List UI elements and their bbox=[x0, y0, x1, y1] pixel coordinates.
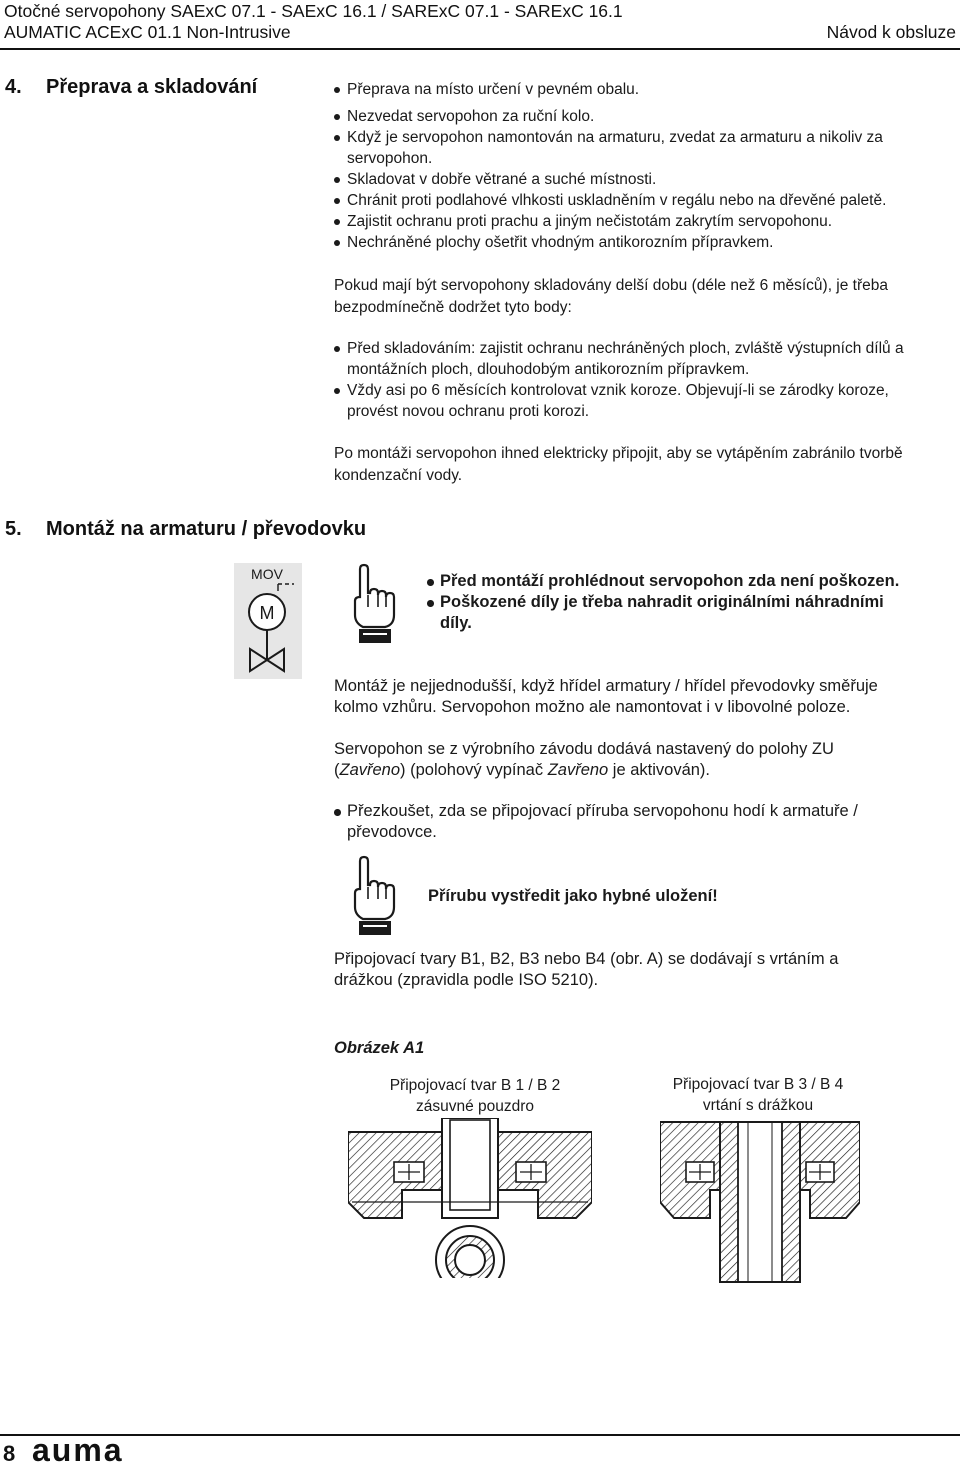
transport-bullet-list bbox=[347, 79, 947, 279]
mov-valve-symbol bbox=[234, 563, 302, 679]
section-4-number: 4. bbox=[5, 76, 22, 98]
mounting-paragraph-line1: Montáž je nejjednodušší, když hřídel armatury / hřídel převodovky směřuje bbox=[334, 677, 878, 695]
connection-paragraph-line2: kondenzační vody. bbox=[334, 467, 463, 484]
warning-bullet-continuation: díly. bbox=[440, 614, 472, 632]
section-5-number: 5. bbox=[5, 518, 22, 540]
figure-left-caption bbox=[365, 1075, 585, 1117]
header-doc-type: Návod k obsluze bbox=[826, 22, 956, 42]
closed-position-italic: Zavřeno bbox=[339, 761, 401, 779]
coupling-b3-b4-drawing bbox=[660, 1118, 860, 1286]
footer-rule bbox=[0, 1434, 960, 1436]
bullet-item: Nechráněné plochy ošetřit vhodným antikorozním přípravkem. bbox=[347, 234, 774, 251]
bullet-item: Přeprava na místo určení v pevném obalu. bbox=[347, 81, 640, 98]
bullet-item: Před skladováním: zajistit ochranu nechráněných ploch, zvláště výstupních dílů a bbox=[347, 340, 904, 357]
long-storage-bullet-list bbox=[347, 338, 947, 428]
figure-right-caption-line1: Připojovací tvar B 3 / B 4 bbox=[672, 1076, 844, 1093]
mounting-paragraph-line2: kolmo vzhůru. Servopohon možno ale namontovat i v libovolné poloze. bbox=[334, 698, 851, 716]
figure-left-caption-line1: Připojovací tvar B 1 / B 2 bbox=[389, 1077, 561, 1094]
bullet-item: Když je servopohon namontován na armaturu, zvedat za armaturu a nikoliv za bbox=[347, 129, 883, 146]
bullet-continuation: převodovce. bbox=[347, 823, 437, 841]
connection-forms-line1: Připojovací tvary B1, B2, B3 nebo B4 (obr. A) se dodávají s vrtáním a bbox=[334, 950, 839, 968]
warning-hand-icon bbox=[349, 563, 401, 645]
connection-paragraph-line1: Po montáži servopohon ihned elektricky připojit, aby se vytápěním zabránilo tvorbě bbox=[334, 445, 903, 462]
motor-label: M bbox=[259, 603, 275, 623]
warning-bullet: Před montáží prohlédnout servopohon zda není poškozen. bbox=[440, 571, 899, 593]
section-4-heading bbox=[0, 76, 330, 102]
section-4-title: Přeprava a skladování bbox=[46, 76, 258, 98]
inspection-warning-list bbox=[440, 571, 950, 641]
factory-setting-line1: Servopohon se z výrobního závodu dodává nastavený do polohy ZU bbox=[334, 740, 834, 758]
closed-position-italic-2: Zavřeno bbox=[547, 761, 609, 779]
figure-right-caption-line2: vrtání s drážkou bbox=[702, 1097, 814, 1114]
long-storage-paragraph-line1: Pokud mají být servopohony skladovány delší dobu (déle než 6 měsíců), je třeba bbox=[334, 277, 889, 294]
long-storage-paragraph-line2: bezpodmínečně dodržet tyto body: bbox=[334, 299, 572, 316]
centering-note: Přírubu vystředit jako hybné uložení! bbox=[428, 887, 718, 905]
attention-hand-icon bbox=[349, 855, 401, 937]
warning-bullet: Poškozené díly je třeba nahradit originálními náhradními bbox=[440, 592, 884, 614]
page-number: 8 bbox=[3, 1441, 16, 1466]
bullet-continuation: montážních ploch, dlouhodobým antikorozním přípravkem. bbox=[347, 361, 750, 378]
section-5-heading bbox=[0, 518, 420, 544]
bullet-continuation: servopohon. bbox=[347, 150, 433, 167]
activated-text: je aktivován). bbox=[608, 761, 711, 779]
bullet-item: Vždy asi po 6 měsících kontrolovat vznik koroze. Objevují-li se zárodky koroze, bbox=[347, 382, 889, 399]
header-title-line1: Otočné servopohony SAExC 07.1 - SAExC 16.1 / SARExC 07.1 - SARExC 16.1 bbox=[4, 1, 623, 21]
figure-left-caption-line2: zásuvné pouzdro bbox=[415, 1098, 535, 1115]
paren-open: ( bbox=[334, 761, 340, 779]
bullet-item: Skladovat v dobře větrané a suché místnosti. bbox=[347, 171, 657, 188]
connection-forms-line2: drážkou (zpravidla podle ISO 5210). bbox=[334, 971, 599, 989]
bullet-continuation: provést novou ochranu proti korozi. bbox=[347, 403, 590, 420]
bullet-item: Přezkoušet, zda se připojovací příruba servopohonu hodí k armatuře / bbox=[347, 801, 858, 823]
header-rule bbox=[0, 48, 960, 50]
figure-title: Obrázek A1 bbox=[334, 1039, 425, 1057]
header-title-line2: AUMATIC ACExC 01.1 Non-Intrusive bbox=[4, 22, 291, 42]
auma-logo: auma bbox=[32, 1432, 124, 1468]
limit-switch-text: ) (polohový vypínač bbox=[400, 761, 548, 779]
section-5-title: Montáž na armaturu / převodovku bbox=[46, 518, 367, 540]
flange-check-list bbox=[347, 801, 947, 847]
bullet-item: Chránit proti podlahové vlhkosti uskladněním v regálu nebo na dřevěné paletě. bbox=[347, 192, 887, 209]
mov-label: MOV bbox=[251, 566, 283, 582]
factory-setting-line2 bbox=[334, 760, 710, 782]
bullet-item: Zajistit ochranu proti prachu a jiným nečistotám zakrytím servopohonu. bbox=[347, 213, 833, 230]
bullet-item: Nezvedat servopohon za ruční kolo. bbox=[347, 108, 595, 125]
figure-right-caption bbox=[648, 1074, 868, 1116]
coupling-b1-b2-drawing bbox=[348, 1118, 592, 1278]
